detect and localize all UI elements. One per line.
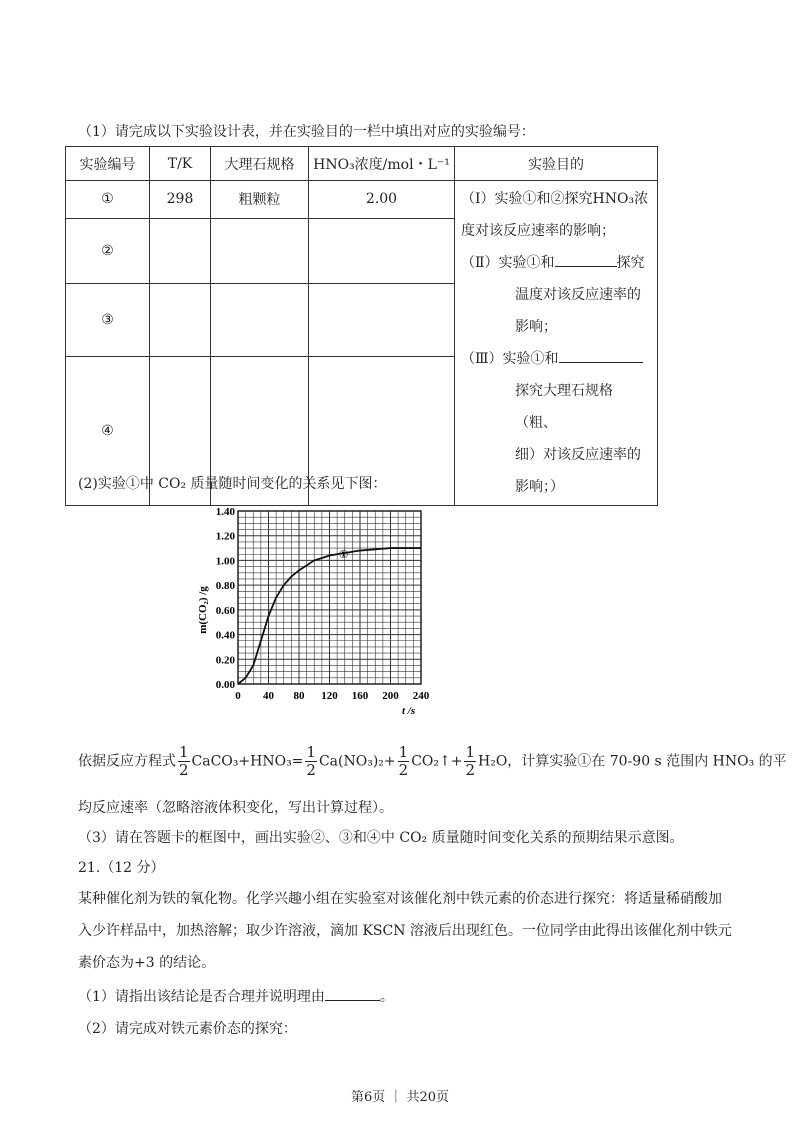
- header-temp: T/K: [150, 147, 211, 181]
- x-tick-label: 0: [235, 690, 241, 702]
- answer-blank-q21-1[interactable]: [325, 986, 380, 1001]
- cell-purpose: [455, 181, 658, 506]
- q21-sub-1: [78, 986, 394, 1006]
- eq-term3: CO₂↑+: [411, 753, 463, 770]
- purpose-2b: 探究: [616, 255, 645, 271]
- question-21-title: 21.（12 分）: [78, 860, 165, 876]
- x-tick-label: 240: [412, 690, 430, 702]
- x-tick-label: 80: [293, 690, 305, 702]
- cell-id: ③: [66, 284, 150, 356]
- y-tick-label: 1.00: [215, 555, 235, 568]
- fraction-half: $\frac{1}{2}$: [179, 743, 189, 779]
- cell-spec[interactable]: [211, 284, 309, 356]
- x-tick-label: 120: [321, 690, 338, 702]
- y-axis-label: m(CO₂) /g: [197, 586, 209, 634]
- purpose-3d: 影响；）: [515, 479, 564, 495]
- eq-pre: 依据反应方程式: [78, 753, 176, 770]
- cell-temp[interactable]: [150, 218, 211, 283]
- co2-mass-chart: [190, 500, 440, 730]
- header-spec: 大理石规格: [211, 147, 309, 181]
- experiment-design-table: [65, 146, 658, 506]
- table-row: [66, 181, 658, 219]
- eq-term1: CaCO₃+HNO₃=: [191, 753, 304, 770]
- x-tick-label: 200: [382, 690, 399, 702]
- question-2-intro: (2)实验①中 CO₂ 质量随时间变化的关系见下图：: [78, 476, 387, 492]
- table-header-row: [66, 147, 658, 181]
- page-footer: 第6页 ｜ 共20页: [350, 1090, 450, 1105]
- purpose-2a: （Ⅱ）实验①和: [461, 255, 555, 271]
- eq-term4: H₂O，计算实验①在 70-90 s 范围内 HNO₃ 的平: [478, 753, 787, 770]
- cell-id: ④: [66, 356, 150, 505]
- purpose-3a: （Ⅲ）实验①和: [461, 351, 559, 367]
- equation-line-2: 均反应速率（忽略溶液体积变化，写出计算过程）。: [78, 800, 393, 816]
- question-3: （3）请在答题卡的框图中，画出实验②、③和④中 CO₂ 质量随时间变化关系的预期结果示意图。: [78, 830, 684, 846]
- y-tick-label: 0.60: [215, 604, 235, 617]
- y-tick-label: 0.00: [215, 679, 235, 691]
- q21-sub-1-text: （1）请指出该结论是否合理并说明理由: [78, 989, 325, 1005]
- answer-blank-2[interactable]: [555, 252, 617, 267]
- purpose-1a: （Ⅰ）实验①和②探究HNO₃浓: [461, 191, 649, 207]
- x-tick-label: 40: [263, 690, 274, 702]
- y-tick-label: 0.40: [215, 629, 235, 642]
- q21-para-1: 某种催化剂为铁的氧化物。化学兴趣小组在实验室对该催化剂中铁元素的价态进行探究：将适量稀硝酸加: [78, 891, 722, 907]
- fraction-half: $\frac{1}{2}$: [465, 743, 475, 779]
- purpose-2d: 影响；: [515, 319, 557, 335]
- header-id: 实验编号: [66, 147, 150, 181]
- fraction-half: $\frac{1}{2}$: [398, 743, 409, 779]
- y-tick-label: 0.80: [215, 580, 235, 593]
- purpose-3b: 探究大理石规格（粗、: [515, 383, 613, 431]
- y-tick-label: 1.40: [215, 506, 235, 518]
- series-annotation: ①: [338, 547, 349, 561]
- q21-para-3: 素价态为+3 的结论。: [78, 955, 216, 971]
- purpose-2c: 温度对该反应速率的: [515, 287, 641, 303]
- q21-para-2: 入少许样品中，加热溶解；取少许溶液，滴加 KSCN 溶液后出现红色。一位同学由此得出该催化剂中铁元: [78, 923, 732, 939]
- cell-id: ②: [66, 218, 150, 283]
- period: 。: [379, 989, 394, 1005]
- x-axis-label: t /s: [402, 705, 416, 717]
- cell-spec: 粗颗粒: [211, 181, 309, 219]
- cell-conc: 2.00: [309, 181, 455, 219]
- q21-sub-2: （2）请完成对铁元素价态的探究：: [78, 1021, 297, 1037]
- answer-blank-3[interactable]: [559, 348, 643, 363]
- cell-id: ①: [66, 181, 150, 219]
- question-1-intro: （1）请完成以下实验设计表，并在实验目的一栏中填出对应的实验编号：: [78, 124, 535, 140]
- cell-conc[interactable]: [309, 218, 455, 283]
- cell-spec[interactable]: [211, 218, 309, 283]
- eq-term2: Ca(NO₃)₂+: [318, 753, 396, 770]
- y-tick-label: 0.20: [215, 654, 235, 667]
- cell-conc[interactable]: [309, 284, 455, 356]
- cell-temp[interactable]: [150, 284, 211, 356]
- equation-line: [78, 744, 787, 779]
- header-conc: HNO₃浓度/mol・L⁻¹: [309, 147, 455, 181]
- header-purpose: 实验目的: [455, 147, 658, 181]
- purpose-1b: 度对该反应速率的影响；: [461, 223, 615, 239]
- cell-temp: 298: [150, 181, 211, 219]
- x-tick-label: 160: [351, 690, 369, 702]
- purpose-3c: 细）对该反应速率的: [515, 447, 641, 463]
- fraction-half: $\frac{1}{2}$: [306, 743, 316, 779]
- y-tick-label: 1.20: [215, 530, 235, 543]
